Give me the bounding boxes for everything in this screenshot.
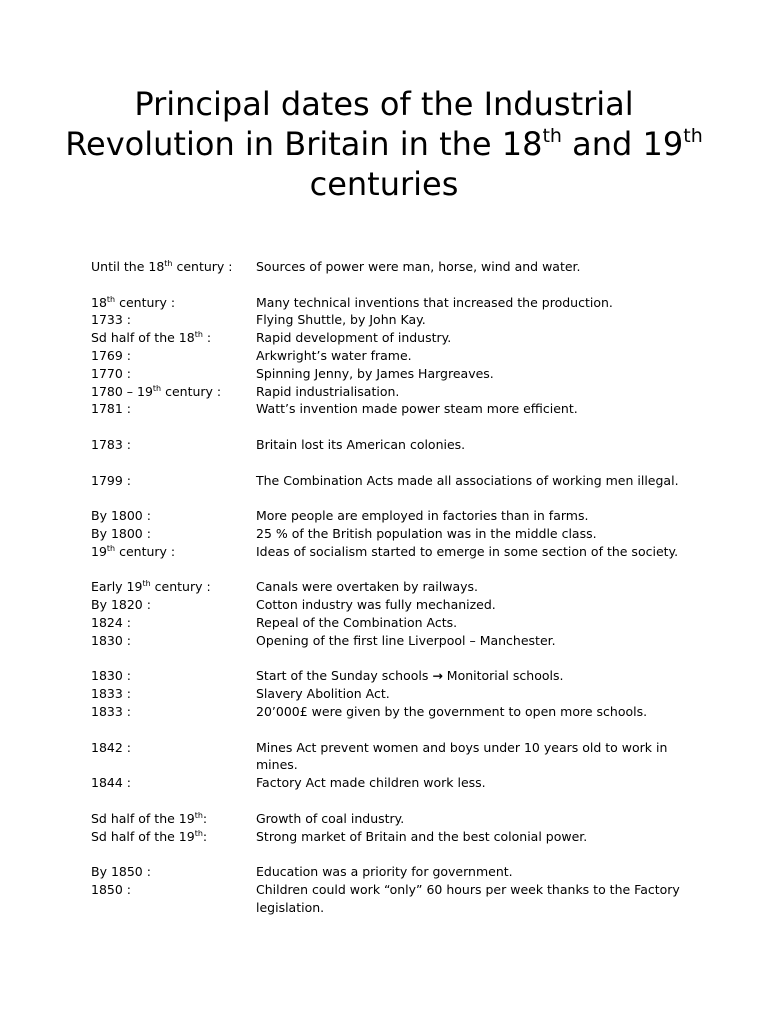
- timeline-date: 1780 – 19th century :: [91, 383, 222, 399]
- timeline-date: Early 19th century :: [91, 579, 211, 595]
- timeline-event: Repeal of the Combination Acts.: [256, 614, 458, 630]
- timeline-date: 1783 :: [91, 436, 131, 452]
- timeline-date: 1833 :: [91, 686, 131, 702]
- timeline-event: Britain lost its American colonies.: [256, 436, 466, 452]
- title-text: centuries: [309, 165, 459, 203]
- timeline-event: More people are employed in factories than in farms.: [256, 508, 589, 524]
- timeline-row: [91, 774, 691, 792]
- timeline-event: Strong market of Britain and the best colonial power.: [256, 828, 588, 844]
- timeline-row: [91, 365, 691, 383]
- timeline-event: Ideas of socialism started to emerge in some section of the society.: [256, 543, 679, 559]
- timeline-row: [91, 383, 691, 401]
- timeline-event: Watt’s invention made power steam more efficient.: [256, 401, 578, 417]
- timeline-row: [91, 632, 691, 650]
- timeline-date: 1844 :: [91, 775, 131, 791]
- timeline-date: 1850 :: [91, 881, 131, 897]
- timeline-date: By 1800 :: [91, 525, 151, 541]
- timeline-row: [91, 436, 691, 454]
- timeline-event: Canals were overtaken by railways.: [256, 579, 479, 595]
- timeline-date: 1833 :: [91, 703, 131, 719]
- timeline-event: Rapid industrialisation.: [256, 383, 400, 399]
- title-superscript: th: [683, 125, 703, 147]
- timeline-row: [91, 507, 691, 525]
- timeline-row: [91, 596, 691, 614]
- timeline-row: [91, 294, 691, 312]
- timeline-date: Until the 18th century :: [91, 259, 233, 274]
- timeline-date: By 1850 :: [91, 864, 151, 880]
- timeline-event: Slavery Abolition Act.: [256, 686, 390, 702]
- timeline-event: Children could work “only” 60 hours per week thanks to the Factory legislation.: [256, 881, 680, 915]
- timeline-list: [91, 258, 691, 916]
- arrow-right-icon: →: [432, 668, 443, 684]
- timeline-event: Spinning Jenny, by James Hargreaves.: [256, 365, 494, 381]
- timeline-row: [91, 810, 691, 828]
- timeline-date: 1799 :: [91, 472, 131, 488]
- timeline-row: [91, 258, 691, 276]
- timeline-date: 1770 :: [91, 365, 131, 381]
- timeline-event: Growth of coal industry.: [256, 810, 405, 826]
- timeline-date: By 1800 :: [91, 508, 151, 524]
- timeline-date: 1769 :: [91, 347, 131, 363]
- timeline-date: 1733 :: [91, 312, 131, 328]
- timeline-row: [91, 614, 691, 632]
- timeline-event: Opening of the first line Liverpool – Manchester.: [256, 632, 556, 648]
- timeline-event: Cotton industry was fully mechanized.: [256, 597, 496, 613]
- timeline-date: 1830 :: [91, 632, 131, 648]
- timeline-row: [91, 543, 691, 561]
- title-superscript: th: [542, 125, 562, 147]
- title-text: and 19: [561, 125, 684, 163]
- timeline-row: [91, 881, 691, 917]
- timeline-row: [91, 685, 691, 703]
- timeline-date: 1781 :: [91, 401, 131, 417]
- timeline-event: Rapid development of industry.: [256, 330, 452, 346]
- timeline-row: [91, 703, 691, 721]
- timeline-event: 25 % of the British population was in the middle class.: [256, 525, 597, 541]
- timeline-date: 1830 :: [91, 668, 131, 684]
- timeline-date: Sd half of the 19th:: [91, 810, 208, 826]
- timeline-event: Flying Shuttle, by John Kay.: [256, 312, 426, 328]
- timeline-date: Sd half of the 18th :: [91, 330, 212, 346]
- timeline-row: [91, 347, 691, 365]
- timeline-event: Start of the Sunday schools → Monitorial schools.: [256, 668, 564, 684]
- title-text: Principal dates of the Industrial Revolution in Britain in the 18: [65, 85, 634, 163]
- timeline-event: Sources of power were man, horse, wind and water.: [256, 259, 581, 274]
- timeline-row: [91, 525, 691, 543]
- timeline-row: [91, 472, 691, 490]
- timeline-date: 19th century :: [91, 543, 176, 559]
- timeline-row: [91, 311, 691, 329]
- timeline-date: 1842 :: [91, 739, 131, 755]
- timeline-row: [91, 739, 691, 775]
- timeline-event: Mines Act prevent women and boys under 10 years old to work in mines.: [256, 739, 668, 773]
- timeline-row: [91, 828, 691, 846]
- timeline-date: 18th century :: [91, 294, 176, 310]
- timeline-date: Sd half of the 19th:: [91, 828, 208, 844]
- page-title: [60, 84, 708, 204]
- timeline-row: [91, 400, 691, 418]
- timeline-row: [91, 578, 691, 596]
- timeline-row: [91, 863, 691, 881]
- timeline-event: Arkwright’s water frame.: [256, 347, 412, 363]
- timeline-event: 20’000£ were given by the government to open more schools.: [256, 703, 648, 719]
- timeline-row: [91, 667, 691, 685]
- timeline-date: By 1820 :: [91, 597, 151, 613]
- timeline-event: Factory Act made children work less.: [256, 775, 486, 791]
- timeline-row: [91, 329, 691, 347]
- timeline-event: The Combination Acts made all associations of working men illegal.: [256, 472, 679, 488]
- timeline-event: Education was a priority for government.: [256, 864, 513, 880]
- timeline-event: Many technical inventions that increased the production.: [256, 294, 613, 310]
- timeline-date: 1824 :: [91, 614, 131, 630]
